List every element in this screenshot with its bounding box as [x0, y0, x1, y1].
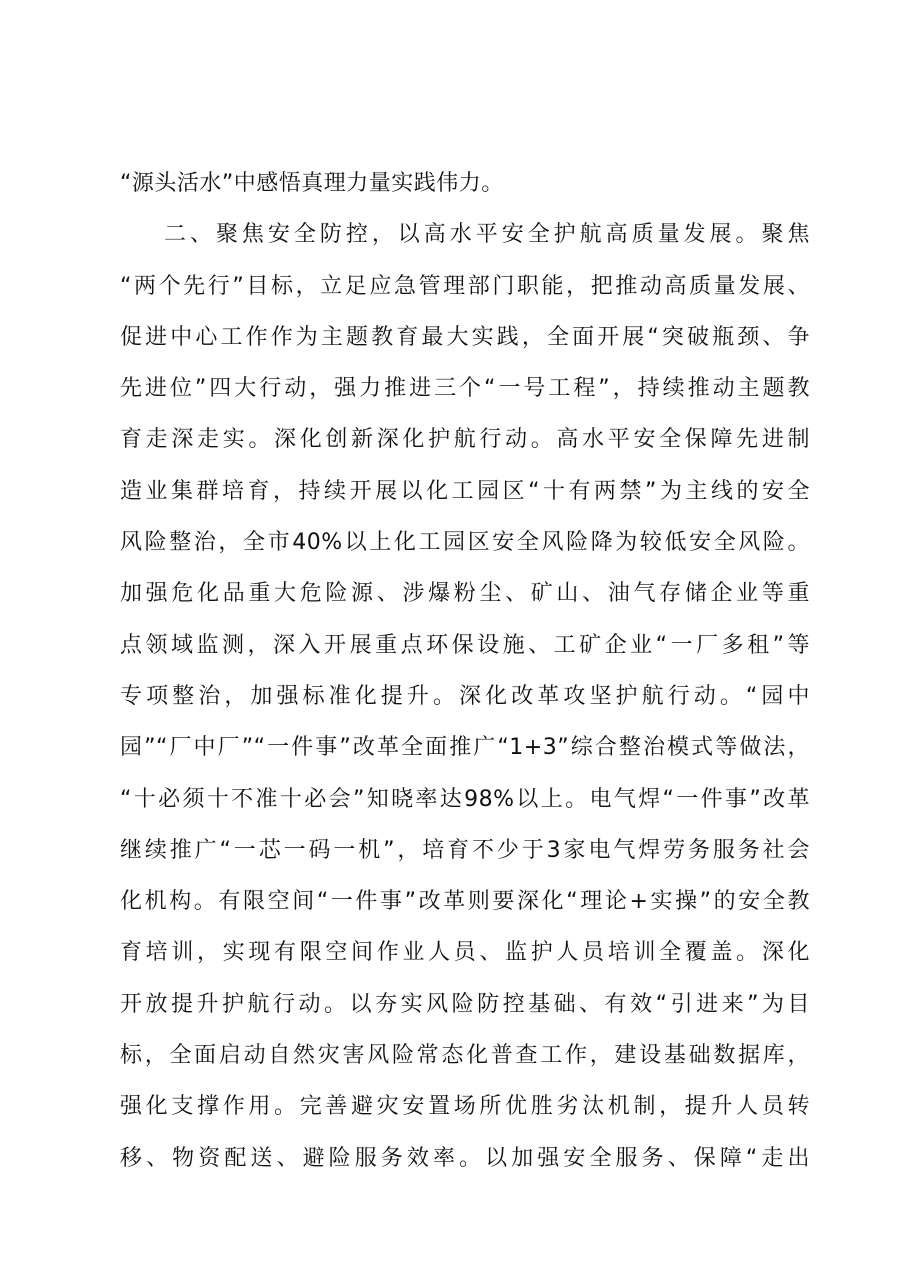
- text-line: “十必须十不准十必会”知晓率达98%以上。电气焊“一件事”改革: [120, 786, 810, 812]
- text-line: 标，全面启动自然灾害风险常态化普查工作，建设基础数据库，: [120, 1043, 810, 1069]
- text-line: “源头活水”中感悟真理力量实践伟力。: [120, 171, 504, 196]
- text-line: 风险整治，全市40%以上化工园区安全风险降为较低安全风险。: [120, 530, 810, 556]
- text-line: 育走深走实。深化创新深化护航行动。高水平安全保障先进制: [120, 427, 810, 453]
- text-line: 移、物资配送、避险服务效率。以加强安全服务、保障“走出: [120, 1145, 810, 1171]
- text-line: 强化支撑作用。完善避灾安置场所优胜劣汰机制，提升人员转: [120, 1094, 810, 1120]
- text-line: 开放提升护航行动。以夯实风险防控基础、有效“引进来”为目: [120, 991, 810, 1017]
- section-heading-line: 二、聚焦安全防控，以高水平安全护航高质量发展。聚焦: [164, 222, 810, 248]
- text-line: 先进位”四大行动，强力推进三个“一号工程”，持续推动主题教: [120, 376, 810, 402]
- text-line: 促进中心工作作为主题教育最大实践，全面开展“突破瓶颈、争: [120, 324, 810, 350]
- text-line: 育培训，实现有限空间作业人员、监护人员培训全覆盖。深化: [120, 940, 810, 966]
- text-line: 化机构。有限空间“一件事”改革则要深化“理论+实操”的安全教: [120, 889, 810, 915]
- text-line: 园”“厂中厂”“一件事”改革全面推广“1+3”综合整治模式等做法，: [120, 735, 810, 761]
- body-text: [120, 158, 810, 1184]
- text-line: 点领域监测，深入开展重点环保设施、工矿企业“一厂多租”等: [120, 632, 810, 658]
- text-line: 继续推广“一芯一码一机”，培育不少于3家电气焊劳务服务社会: [120, 837, 810, 863]
- text-line: “两个先行”目标，立足应急管理部门职能，把推动高质量发展、: [120, 273, 810, 299]
- text-line: 造业集群培育，持续开展以化工园区“十有两禁”为主线的安全: [120, 478, 810, 504]
- text-line: 专项整治，加强标准化提升。深化改革攻坚护航行动。“园中: [120, 683, 810, 709]
- text-line: 加强危化品重大危险源、涉爆粉尘、矿山、油气存储企业等重: [120, 581, 810, 607]
